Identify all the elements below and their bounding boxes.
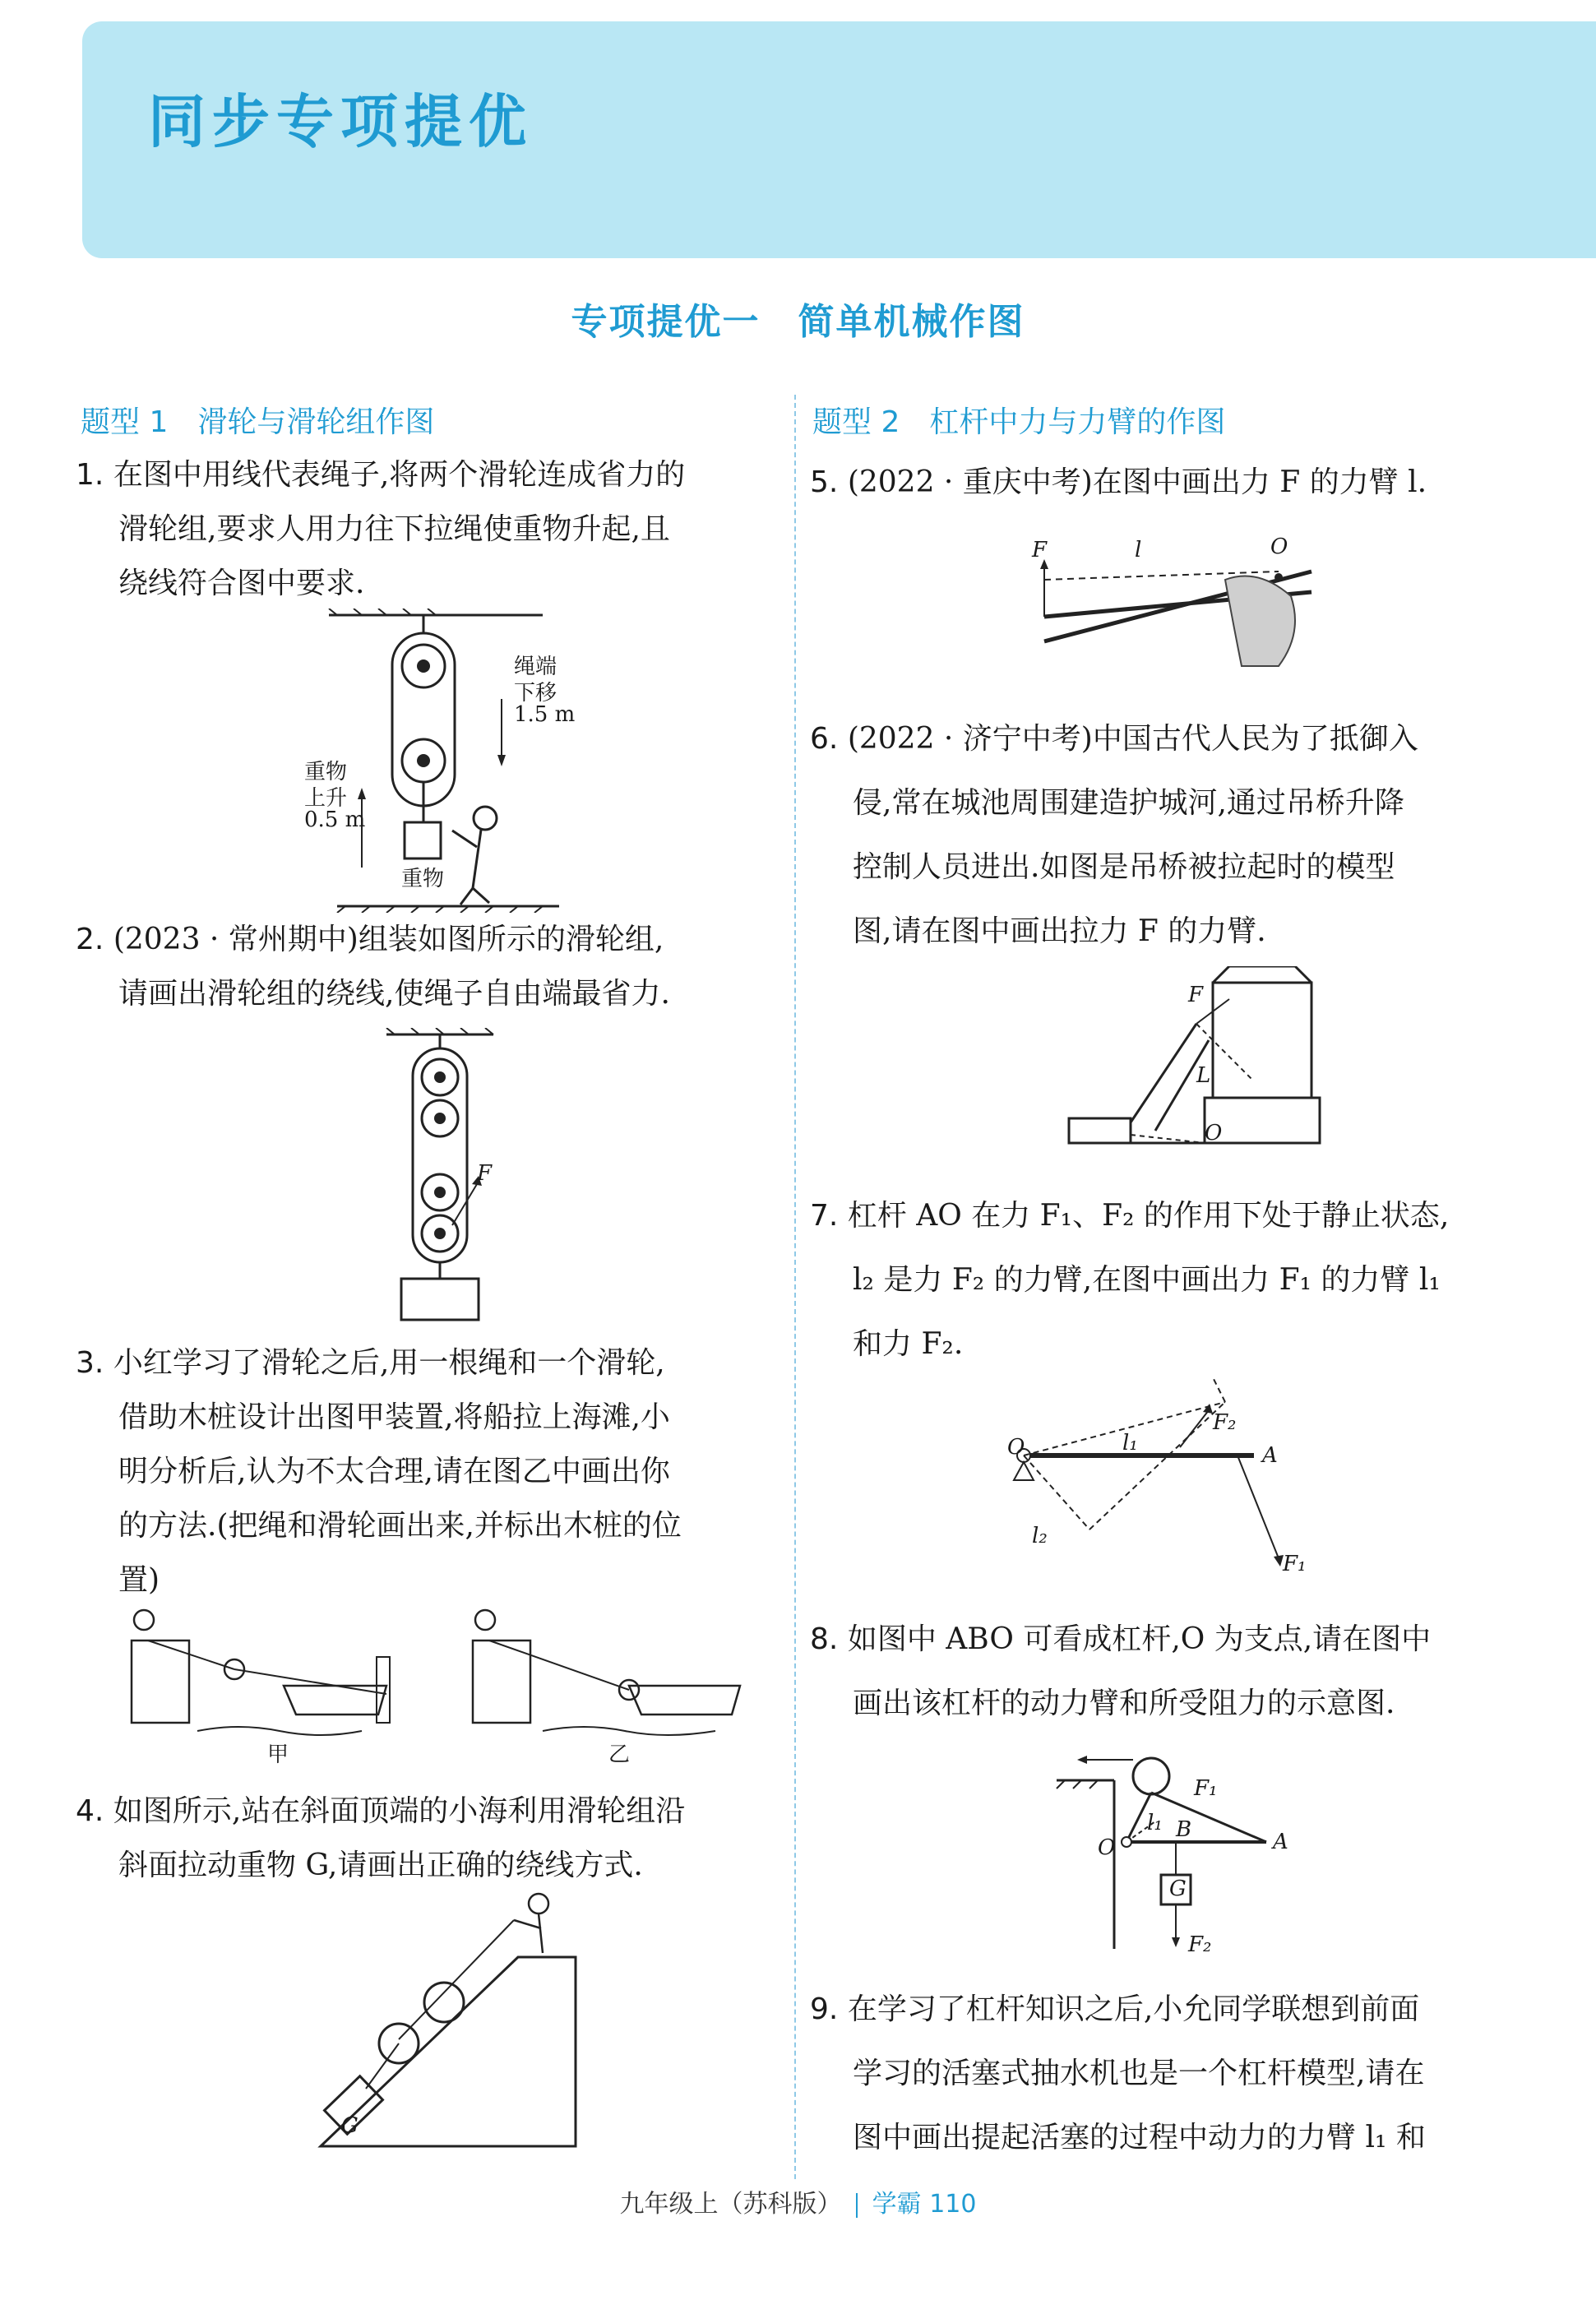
force2-label: F₂ <box>1188 1932 1212 1957</box>
question-text: 明分析后,认为不太合理,请在图乙中画出你 <box>118 1455 670 1488</box>
question-text: 图中画出提起活塞的过程中动力的力臂 l₁ 和 <box>853 2121 1426 2154</box>
question-text: 和力 F₂. <box>853 1327 964 1361</box>
force1-label: F₁ <box>1194 1776 1218 1801</box>
arm1-label: l₁ <box>1147 1811 1163 1835</box>
question-text: 控制人员进出.如图是吊桥被拉起时的模型 <box>853 850 1395 884</box>
question-number: 2. <box>76 923 104 956</box>
caption-a: 甲 <box>267 1742 289 1767</box>
question-text: (2022 · 重庆中考)在图中画出力 F 的力臂 l. <box>847 465 1427 499</box>
figure-lever-abo <box>1052 1743 1299 1957</box>
question-number: 8. <box>810 1622 839 1656</box>
footer <box>0 2183 1596 2219</box>
question-1 <box>76 448 685 611</box>
question-text: 在学习了杠杆知识之后,小允同学联想到前面 <box>847 1992 1420 2026</box>
arm-label: l <box>1135 538 1142 562</box>
question-text: (2022 · 济宁中考)中国古代人民为了抵御入 <box>847 722 1418 756</box>
question-text: 如图所示,站在斜面顶端的小海利用滑轮组沿 <box>113 1794 686 1828</box>
question-text: 学习的活塞式抽水机也是一个杠杆模型,请在 <box>853 2057 1425 2090</box>
footer-separator <box>856 2193 858 2218</box>
load-distance: 0.5 m <box>304 808 366 832</box>
force2-label: F₂ <box>1213 1410 1237 1435</box>
load-label-2: 上升 <box>304 786 348 811</box>
column-divider <box>794 395 796 2179</box>
pivot-label: O <box>1007 1435 1025 1460</box>
pivot-label: O <box>1270 535 1288 559</box>
point-label: A <box>1262 1443 1278 1468</box>
force-label: F <box>1188 983 1204 1007</box>
pivot-label: O <box>1205 1121 1223 1145</box>
question-text: 请画出滑轮组的绕线,使绳子自由端最省力. <box>118 977 670 1011</box>
question-8 <box>810 1608 1431 1736</box>
question-text: 图,请在图中画出拉力 F 的力臂. <box>853 914 1266 948</box>
category-label-2: 题型 2 杠杆中力与力臂的作图 <box>812 405 1226 439</box>
figure-chopsticks <box>1032 535 1320 683</box>
load-label: G <box>1169 1877 1187 1901</box>
question-text: 画出该杠杆的动力臂和所受阻力的示意图. <box>853 1687 1395 1720</box>
load-label: G <box>341 2113 359 2138</box>
force1-label: F₁ <box>1283 1552 1307 1576</box>
point-a-label: A <box>1273 1830 1288 1854</box>
page-number: 110 <box>929 2190 977 2219</box>
rope-label-2: 下移 <box>514 681 557 706</box>
question-2 <box>76 913 670 1021</box>
question-number: 3. <box>76 1346 104 1380</box>
load-label: 重物 <box>304 760 348 784</box>
question-text: 侵,常在城池周围建造护城河,通过吊桥升降 <box>853 786 1404 820</box>
question-text: 置) <box>118 1563 160 1597</box>
question-4 <box>76 1784 685 1893</box>
box-label: 重物 <box>401 867 445 891</box>
question-text: 绕线符合图中要求. <box>118 567 365 600</box>
question-9 <box>810 1978 1426 2170</box>
footer-brand: 学霸 <box>872 2190 922 2219</box>
pivot-label: O <box>1098 1835 1116 1860</box>
figure-pulley-1 <box>304 609 576 913</box>
question-text: 借助木桩设计出图甲装置,将船拉上海滩,小 <box>118 1400 670 1434</box>
question-number: 1. <box>76 458 104 492</box>
question-number: 7. <box>810 1199 839 1233</box>
question-number: 4. <box>76 1794 104 1828</box>
point-b-label: B <box>1176 1817 1192 1842</box>
footer-grade: 九年级上（苏科版） <box>619 2190 842 2219</box>
question-text: l₂ 是力 F₂ 的力臂,在图中画出力 F₁ 的力臂 l₁ <box>853 1263 1441 1297</box>
question-number: 5. <box>810 465 839 499</box>
force-label: F <box>477 1161 493 1186</box>
question-text: 在图中用线代表绳子,将两个滑轮连成省力的 <box>113 458 686 492</box>
question-6 <box>810 707 1418 964</box>
question-text: 滑轮组,要求人用力往下拉绳使重物升起,且 <box>118 512 670 546</box>
figure-boats <box>115 1608 773 1767</box>
category-label-1: 题型 1 滑轮与滑轮组作图 <box>81 405 435 439</box>
question-text: 如图中 ABO 可看成杠杆,O 为支点,请在图中 <box>847 1622 1432 1656</box>
question-text: 斜面拉动重物 G,请画出正确的绕线方式. <box>118 1849 643 1882</box>
question-3 <box>76 1336 682 1608</box>
question-text: (2023 · 常州期中)组装如图所示的滑轮组, <box>113 923 664 956</box>
arm1-label: l₁ <box>1122 1431 1138 1455</box>
question-text: 的方法.(把绳和滑轮画出来,并标出木桩的位 <box>118 1509 682 1543</box>
arm2-label: l₂ <box>1032 1524 1048 1548</box>
figure-pulley-2 <box>362 1028 543 1324</box>
arm-label: L <box>1196 1063 1211 1088</box>
question-7 <box>810 1184 1449 1377</box>
question-text: 杠杆 AO 在力 F₁、F₂ 的作用下处于静止状态, <box>847 1199 1450 1233</box>
force-label: F <box>1032 538 1048 562</box>
section-title: 专项提优一 简单机械作图 <box>571 301 1025 343</box>
caption-b: 乙 <box>608 1742 631 1767</box>
question-number: 6. <box>810 722 839 756</box>
question-text: 小红学习了滑轮之后,用一根绳和一个滑轮, <box>113 1346 665 1380</box>
figure-drawbridge <box>1065 966 1328 1155</box>
page-title: 同步专项提优 <box>148 88 533 155</box>
question-5 <box>810 451 1427 515</box>
rope-label: 绳端 <box>514 655 557 679</box>
figure-lever-ao <box>1007 1377 1320 1575</box>
figure-incline <box>304 1891 600 2163</box>
question-number: 9. <box>810 1992 839 2026</box>
rope-distance: 1.5 m <box>514 702 576 727</box>
